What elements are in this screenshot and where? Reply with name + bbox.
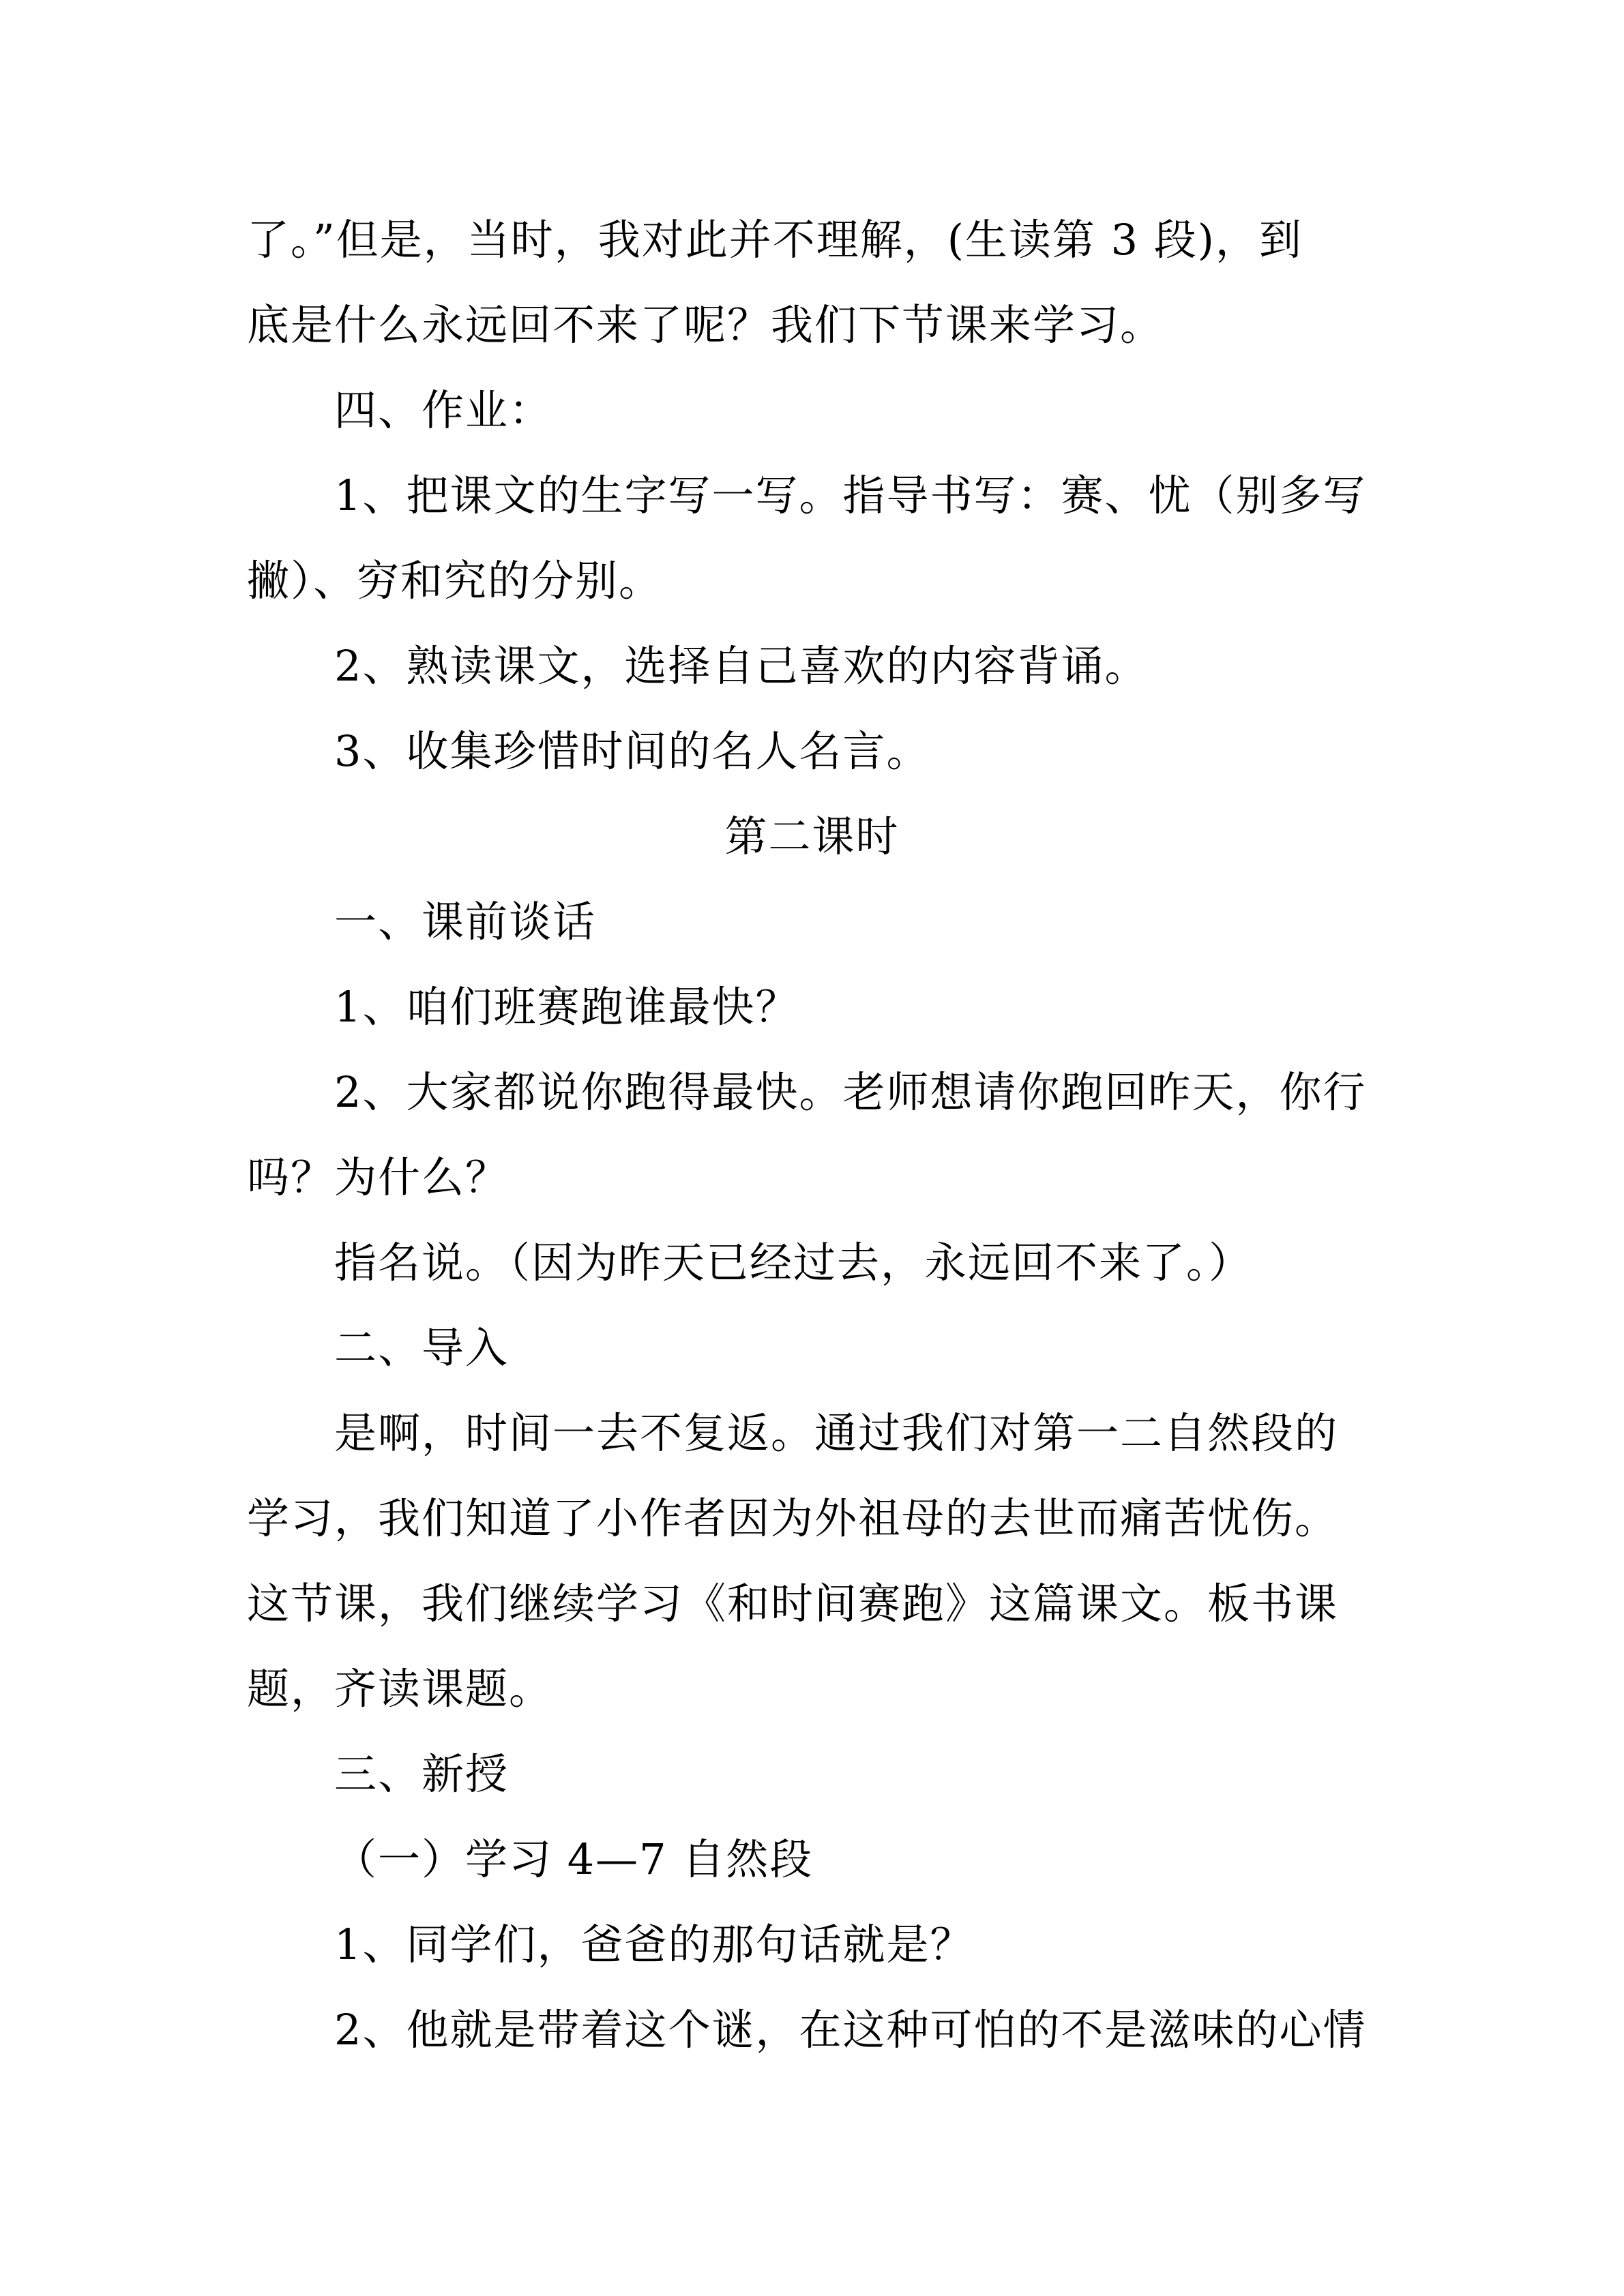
paragraph-line: 吗？为什么？ bbox=[247, 1152, 510, 1202]
paragraph-line: 撇）、穷和究的分别。 bbox=[247, 556, 663, 606]
section-heading: 四、作业： bbox=[334, 385, 553, 435]
paragraph-line: 是啊，时间一去不复返。通过我们对第一二自然段的 bbox=[334, 1408, 1339, 1458]
paragraph-line: 学习，我们知道了小作者因为外祖母的去世而痛苦忧伤。 bbox=[247, 1493, 1339, 1543]
list-item: 2、大家都说你跑得最快。老师想请你跑回昨天，你行 bbox=[334, 1067, 1367, 1117]
subsection-heading: （一）学习 4—7 自然段 bbox=[334, 1834, 814, 1884]
lesson-title: 第二课时 bbox=[724, 811, 900, 861]
section-heading: 二、导入 bbox=[334, 1323, 510, 1373]
list-item: 2、熟读课文，选择自己喜欢的内容背诵。 bbox=[334, 641, 1149, 691]
list-item: 1、同学们，爸爸的那句话就是？ bbox=[334, 1920, 974, 1969]
section-heading: 一、课前谈话 bbox=[334, 897, 597, 946]
paragraph-line: 题，齐读课题。 bbox=[247, 1664, 553, 1714]
list-item: 2、他就是带着这个谜，在这种可怕的不是滋味的心情 bbox=[334, 2005, 1367, 2055]
paragraph-line: 指名说。（因为昨天已经过去，永远回不来了。） bbox=[334, 1238, 1253, 1287]
section-heading: 三、新授 bbox=[334, 1749, 510, 1799]
paragraph-line: 了。”但是，当时，我对此并不理解，(生读第 3 段)，到 bbox=[247, 215, 1303, 265]
list-item: 3、收集珍惜时间的名人名言。 bbox=[334, 726, 930, 776]
paragraph-line: 底是什么永远回不来了呢？我们下节课来学习。 bbox=[247, 300, 1164, 350]
list-item: 1、咱们班赛跑谁最快？ bbox=[334, 982, 799, 1032]
paragraph-line: 这节课，我们继续学习《和时间赛跑》这篇课文。板书课 bbox=[247, 1579, 1339, 1628]
list-item: 1、把课文的生字写一写。指导书写：赛、忧（别多写 bbox=[334, 471, 1367, 520]
